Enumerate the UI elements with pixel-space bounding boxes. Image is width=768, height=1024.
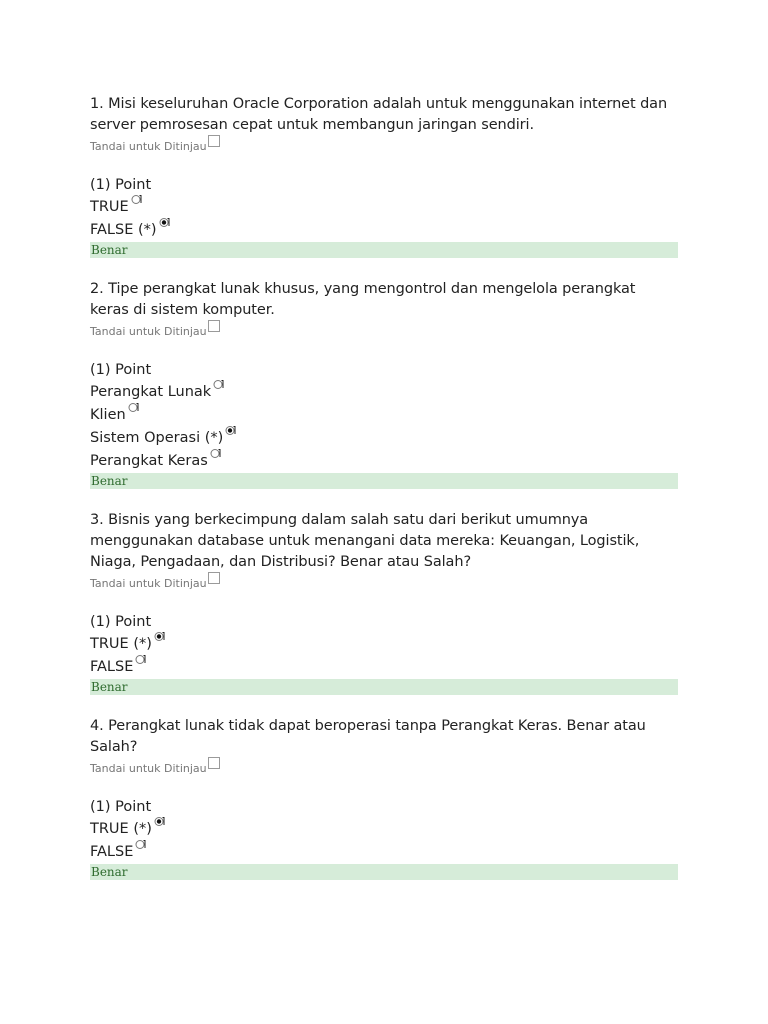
- answer-option-label: FALSE: [90, 844, 134, 860]
- question-2: [90, 279, 678, 489]
- radio-icon[interactable]: [128, 402, 139, 413]
- answer-option[interactable]: [90, 633, 678, 656]
- answer-option-label: FALSE: [90, 659, 134, 675]
- answer-option[interactable]: [90, 656, 678, 679]
- mark-for-review-label: Tandai untuk Ditinjau: [90, 762, 207, 775]
- mark-for-review: [90, 762, 678, 780]
- mark-for-review-label: Tandai untuk Ditinjau: [90, 577, 207, 590]
- answer-option-label: TRUE (*): [90, 821, 152, 837]
- question-4: [90, 716, 678, 880]
- mark-for-review-checkbox[interactable]: [208, 320, 220, 332]
- answer-option[interactable]: [90, 427, 678, 450]
- question-1: [90, 94, 678, 258]
- points-label: (1) Point: [90, 799, 152, 815]
- answer-option-label: FALSE (*): [90, 222, 157, 238]
- question-text: 3. Bisnis yang berkecimpung dalam salah satu dari berikut umumnya menggunakan database untuk menangani data mereka: Keuangan, Logistik, Niaga, Pengadaan, dan Distribusi? Benar atau Salah?: [90, 512, 640, 570]
- answer-option-label: Sistem Operasi (*): [90, 430, 224, 446]
- result-badge: Benar: [90, 473, 678, 489]
- answer-option-label: Perangkat Lunak: [90, 384, 212, 400]
- answer-option-label: TRUE: [90, 199, 129, 215]
- answer-option-label: Klien: [90, 407, 126, 423]
- mark-for-review-checkbox[interactable]: [208, 135, 220, 147]
- radio-icon[interactable]: [210, 448, 221, 459]
- radio-selected-icon[interactable]: [154, 816, 165, 827]
- mark-for-review: [90, 577, 678, 595]
- mark-for-review-checkbox[interactable]: [208, 572, 220, 584]
- result-badge: Benar: [90, 242, 678, 258]
- radio-selected-icon[interactable]: [225, 425, 236, 436]
- result-badge: Benar: [90, 679, 678, 695]
- answer-option[interactable]: [90, 841, 678, 864]
- answer-option[interactable]: [90, 381, 678, 404]
- answer-option-label: Perangkat Keras: [90, 453, 208, 469]
- question-text: 1. Misi keseluruhan Oracle Corporation adalah untuk menggunakan internet dan server pemrosesan cepat untuk membangun jaringan sendiri.: [90, 96, 668, 133]
- mark-for-review-label: Tandai untuk Ditinjau: [90, 140, 207, 153]
- answer-option[interactable]: [90, 450, 678, 473]
- radio-icon[interactable]: [135, 839, 146, 850]
- radio-selected-icon[interactable]: [154, 631, 165, 642]
- question-text: 2. Tipe perangkat lunak khusus, yang mengontrol dan mengelola perangkat keras di sistem komputer.: [90, 281, 636, 318]
- question-3: [90, 510, 678, 695]
- mark-for-review: [90, 325, 678, 343]
- radio-icon[interactable]: [131, 194, 142, 205]
- radio-icon[interactable]: [213, 379, 224, 390]
- answer-option[interactable]: [90, 404, 678, 427]
- result-badge: Benar: [90, 864, 678, 880]
- mark-for-review: [90, 140, 678, 158]
- answer-option[interactable]: [90, 818, 678, 841]
- answer-option-label: TRUE (*): [90, 636, 152, 652]
- answer-option[interactable]: [90, 196, 678, 219]
- points-label: (1) Point: [90, 362, 152, 378]
- points-label: (1) Point: [90, 177, 152, 193]
- mark-for-review-label: Tandai untuk Ditinjau: [90, 325, 207, 338]
- points-label: (1) Point: [90, 614, 152, 630]
- radio-selected-icon[interactable]: [159, 217, 170, 228]
- radio-icon[interactable]: [135, 654, 146, 665]
- mark-for-review-checkbox[interactable]: [208, 757, 220, 769]
- answer-option[interactable]: [90, 219, 678, 242]
- question-text: 4. Perangkat lunak tidak dapat beroperasi tanpa Perangkat Keras. Benar atau Salah?: [90, 718, 646, 755]
- quiz-review-page: [90, 94, 678, 900]
